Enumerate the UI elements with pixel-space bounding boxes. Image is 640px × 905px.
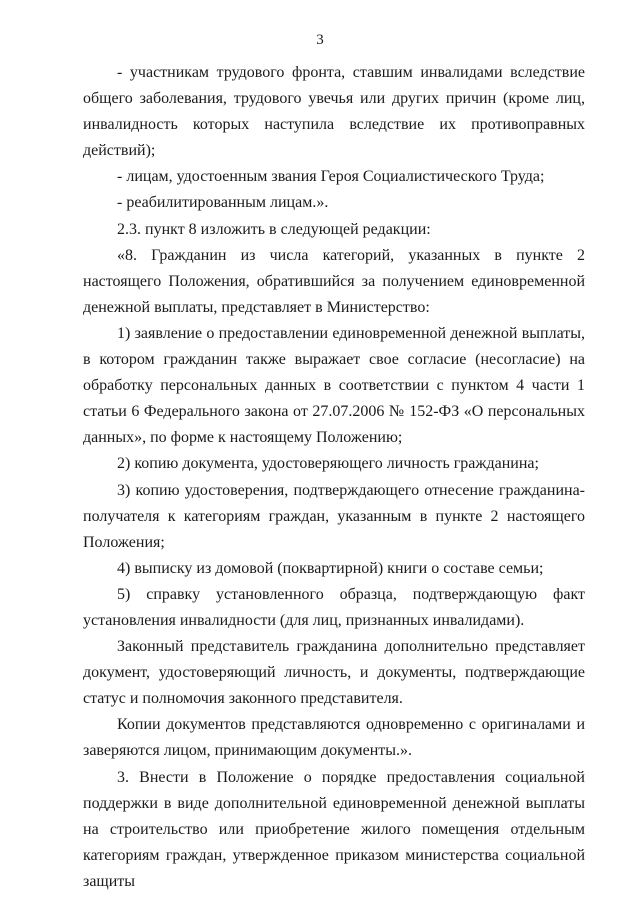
document-body (83, 60, 585, 895)
paragraph-list-1: 1) заявление о предоставлении единовременной денежной выплаты, в котором гражданин также выражает свое согласие (несогласие) на обработку персональных данных в соответствии с пунктом 4 части 1 статьи 6 Федерального закона от 27.07.2006 № 152-ФЗ «О персональных данных», по форме к настоящему Положению; (83, 324, 585, 447)
paragraph-labor-front: - участникам трудового фронта, ставшим инвалидами вследствие общего заболевания, трудового увечья или других причин (кроме лиц, инвалидность которых наступила вследствие их противоправных действий); (83, 64, 585, 160)
paragraph-rehabilitated: - реабилитированным лицам.». (117, 194, 329, 212)
page-number: 3 (316, 32, 324, 48)
paragraph-list-4: 4) выписку из домовой (поквартирной) книги о составе семьи; (117, 559, 544, 577)
paragraph-list-2: 2) копию документа, удостоверяющего личность гражданина; (117, 455, 539, 473)
paragraph-item-8: «8. Гражданин из числа категорий, указанных в пункте 2 настоящего Положения, обратившийся за получением единовременной денежной выплаты, представляет в Министерство: (83, 246, 585, 316)
paragraph-legal-representative: Законный представитель гражданина дополнительно представляет документ, удостоверяющий личность, и документы, подтверждающие статус и полномочия законного представителя. (83, 638, 585, 708)
paragraph-document-copies: Копии документов представляются одновременно с оригиналами и заверяются лицом, принимающим документы.». (83, 716, 585, 760)
paragraph-item-2-3: 2.3. пункт 8 изложить в следующей редакции: (117, 220, 431, 238)
paragraph-list-3: 3) копию удостоверения, подтверждающего отнесение гражданина-получателя к категориям граждан, указанным в пункте 2 настоящего Положения; (83, 481, 585, 551)
paragraph-hero-labor: - лицам, удостоенным звания Героя Социалистического Труда; (117, 168, 545, 186)
paragraph-item-3: 3. Внести в Положение о порядке предоставления социальной поддержки в виде дополнительной единовременной денежной выплаты на строительство или приобретение жилого помещения отдельным категориям граждан, утвержденное приказом министерства социальной защиты (83, 768, 585, 890)
paragraph-list-5: 5) справку установленного образца, подтверждающую факт установления инвалидности (для лиц, признанных инвалидами). (83, 585, 585, 629)
